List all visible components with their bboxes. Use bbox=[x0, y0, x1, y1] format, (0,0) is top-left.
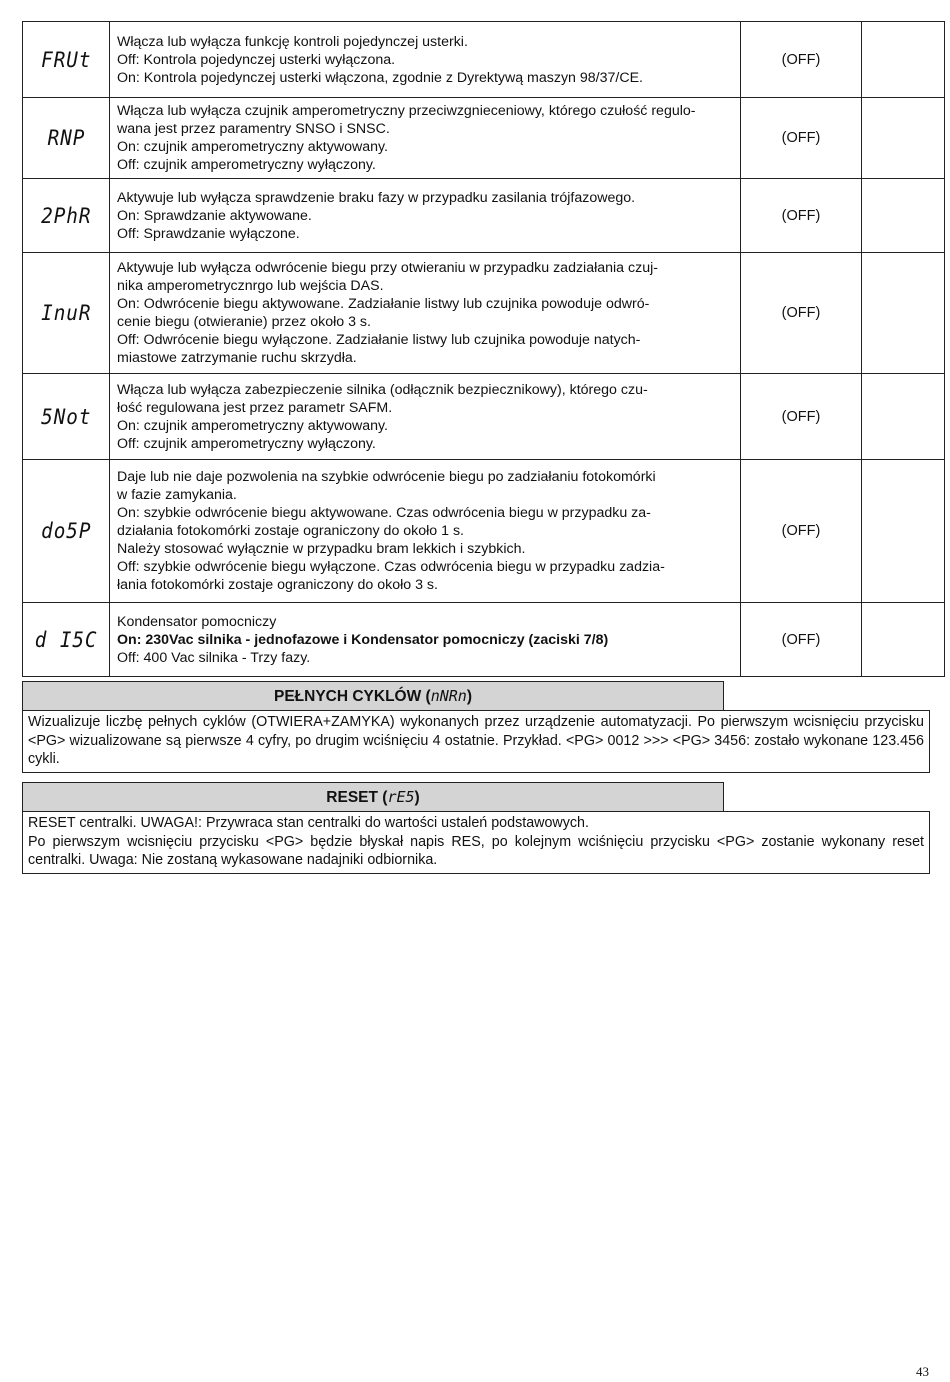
description-line: On: Kontrola pojedynczej usterki włączona, zgodnie z Dyrektywą maszyn 98/37/CE. bbox=[117, 69, 643, 86]
description-line: w fazie zamykania. bbox=[117, 487, 237, 503]
param-code: FRUt bbox=[40, 47, 92, 72]
cycles-heading bbox=[22, 681, 724, 710]
param-setting-cell bbox=[862, 603, 945, 677]
description-line: On: Sprawdzanie aktywowane. bbox=[117, 207, 312, 224]
description-line: Aktywuje lub wyłącza odwrócenie biegu przy otwieraniu w przypadku zadziałania czuj- bbox=[117, 260, 658, 276]
description-line: Włącza lub wyłącza czujnik amperometryczny przeciwzgnieceniowy, którego czułość regulo- bbox=[117, 103, 696, 119]
cycles-section bbox=[22, 681, 930, 773]
description-line: Włącza lub wyłącza funkcję kontroli pojedynczej usterki. bbox=[117, 33, 468, 50]
table-row bbox=[23, 98, 945, 179]
description-line: Off: Kontrola pojedynczej usterki wyłączona. bbox=[117, 51, 396, 68]
description-line: miastowe zatrzymanie ruchu skrzydła. bbox=[117, 350, 357, 366]
param-description bbox=[110, 460, 741, 603]
description-line: Off: Odwrócenie biegu wyłączone. Zadziałanie listwy lub czujnika powoduje natych- bbox=[117, 332, 641, 348]
cycles-title-end: ) bbox=[466, 688, 472, 705]
param-code: 2PhR bbox=[40, 203, 92, 228]
param-setting-cell bbox=[862, 253, 945, 374]
param-code: InuR bbox=[40, 301, 92, 325]
param-code: RNP bbox=[47, 126, 85, 150]
page-number: 43 bbox=[916, 1364, 929, 1379]
description-line: cenie biegu (otwieranie) przez około 3 s. bbox=[117, 314, 371, 330]
param-default-value: (OFF) bbox=[741, 460, 862, 603]
param-default-value: (OFF) bbox=[741, 22, 862, 98]
table-row bbox=[23, 460, 945, 603]
description-line: On: czujnik amperometryczny aktywowany. bbox=[117, 417, 388, 434]
description-line: Off: czujnik amperometryczny wyłączony. bbox=[117, 435, 376, 452]
description-line: Aktywuje lub wyłącza sprawdzenie braku fazy w przypadku zasilania trójfazowego. bbox=[117, 189, 636, 206]
reset-line: RESET centralki. UWAGA!: Przywraca stan centralki do wartości ustaleń podstawowych. bbox=[28, 815, 589, 831]
description-line: działania fotokomórki zostaje ograniczony do około 1 s. bbox=[117, 523, 464, 539]
description-line: łość regulowana jest przez parametr SAFM. bbox=[117, 399, 393, 416]
description-line: Daje lub nie daje pozwolenia na szybkie odwrócenie biegu po zadziałaniu fotokomórki bbox=[117, 469, 656, 485]
param-code-cell bbox=[23, 98, 110, 179]
table-row bbox=[23, 374, 945, 460]
param-code: 5Not bbox=[40, 404, 92, 429]
reset-code: rE5 bbox=[387, 788, 415, 806]
param-code-cell bbox=[23, 374, 110, 460]
table-row bbox=[23, 253, 945, 374]
description-line: On: czujnik amperometryczny aktywowany. bbox=[117, 139, 388, 155]
reset-line: Po pierwszym wcisnięciu przycisku <PG> będzie błyskał napis RES, po kolejnym wciśnięciu przycisku <PG> zostanie wykonany reset centralki. Uwaga: Nie zostaną wykasowane nadajniki odbiornika. bbox=[28, 833, 924, 868]
param-description bbox=[110, 374, 741, 460]
description-line: Off: 400 Vac silnika - Trzy fazy. bbox=[117, 649, 311, 666]
description-line: Należy stosować wyłącznie w przypadku bram lekkich i szybkich. bbox=[117, 541, 526, 557]
reset-heading bbox=[22, 782, 724, 811]
cycles-code: nNRn bbox=[430, 687, 467, 705]
param-description bbox=[110, 253, 741, 374]
param-description bbox=[110, 22, 741, 98]
cycles-description: Wizualizuje liczbę pełnych cyklów (OTWIERA+ZAMYKA) wykonanych przez urządzenie automatyzacji. Po pierwszym wcisnięciu przycisku <PG> wizualizowane są pierwsze 4 cyfry, po drugim wciśnięciu 4 ostatnie. Przykład. <PG> 0012 >>> <PG> 3456: zostało wykonane 123.456 cykli. bbox=[22, 710, 930, 773]
description-line: On: Odwrócenie biegu aktywowane. Zadziałanie listwy lub czujnika powoduje odwró- bbox=[117, 296, 650, 312]
description-line: Off: czujnik amperometryczny wyłączony. bbox=[117, 157, 376, 173]
parameters-table bbox=[22, 21, 945, 677]
description-line: wana jest przez paramentry SNSO i SNSC. bbox=[117, 121, 390, 137]
param-setting-cell bbox=[862, 374, 945, 460]
description-line: Off: szybkie odwrócenie biegu wyłączone. Czas odwrócenia biegu w przypadku zadzia- bbox=[117, 559, 665, 575]
param-description bbox=[110, 603, 741, 677]
description-line: On: szybkie odwrócenie biegu aktywowane. Czas odwrócenia biegu w przypadku za- bbox=[117, 505, 651, 521]
param-code-cell bbox=[23, 22, 110, 98]
param-default-value: (OFF) bbox=[741, 374, 862, 460]
reset-title-end: ) bbox=[414, 789, 420, 806]
param-default-value: (OFF) bbox=[741, 98, 862, 179]
param-code: do5P bbox=[40, 519, 92, 543]
description-line: łania fotokomórki zostaje ograniczony do około 3 s. bbox=[117, 577, 438, 593]
param-setting-cell bbox=[862, 22, 945, 98]
param-code: d I5C bbox=[34, 627, 98, 652]
description-line: Off: Sprawdzanie wyłączone. bbox=[117, 225, 300, 242]
param-code-cell bbox=[23, 253, 110, 374]
param-code-cell bbox=[23, 179, 110, 253]
reset-description bbox=[22, 811, 930, 874]
description-line: On: 230Vac silnika - jednofazowe i Kondensator pomocniczy (zaciski 7/8) bbox=[117, 631, 609, 648]
cycles-title: PEŁNYCH CYKLÓW ( bbox=[273, 688, 431, 705]
description-line: Włącza lub wyłącza zabezpieczenie silnika (odłącznik bezpiecznikowy), którego czu- bbox=[117, 381, 648, 398]
table-row bbox=[23, 179, 945, 253]
table-row bbox=[23, 22, 945, 98]
table-row bbox=[23, 603, 945, 677]
param-description bbox=[110, 179, 741, 253]
description-line: Kondensator pomocniczy bbox=[117, 613, 277, 630]
reset-section bbox=[22, 782, 930, 874]
param-default-value: (OFF) bbox=[741, 179, 862, 253]
param-setting-cell bbox=[862, 460, 945, 603]
param-default-value: (OFF) bbox=[741, 603, 862, 677]
param-description bbox=[110, 98, 741, 179]
param-code-cell bbox=[23, 603, 110, 677]
param-code-cell bbox=[23, 460, 110, 603]
description-line: nika amperometrycznrgo lub wejścia DAS. bbox=[117, 278, 384, 294]
param-setting-cell bbox=[862, 179, 945, 253]
param-default-value: (OFF) bbox=[741, 253, 862, 374]
reset-title: RESET ( bbox=[326, 789, 388, 806]
param-setting-cell bbox=[862, 98, 945, 179]
